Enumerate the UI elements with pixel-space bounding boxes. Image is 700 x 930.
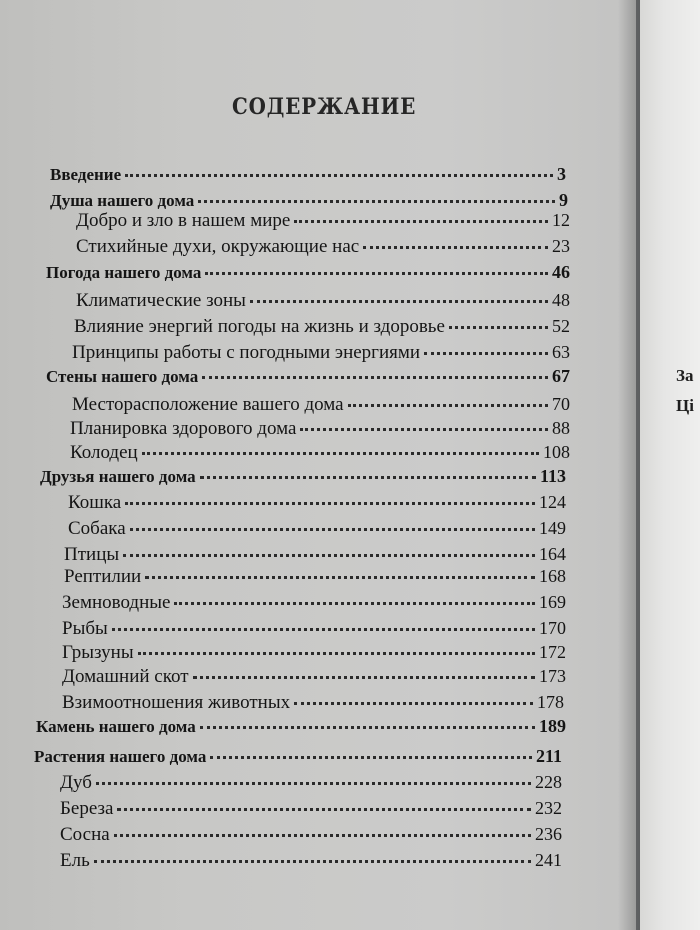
toc-entry xyxy=(68,518,566,540)
toc-entry-label: Климатические зоны xyxy=(76,290,246,311)
toc-entry xyxy=(46,262,570,283)
toc-entry xyxy=(50,164,566,185)
toc-entry-page-number: 70 xyxy=(552,394,570,414)
toc-entry xyxy=(36,716,566,737)
toc-entry-page-number: 149 xyxy=(539,518,566,538)
toc-dot-leader xyxy=(294,702,533,705)
toc-entry-page-number: 9 xyxy=(559,190,568,210)
toc-entry xyxy=(60,850,562,872)
toc-entry xyxy=(34,746,562,767)
toc-entry-page-number: 63 xyxy=(552,342,570,362)
toc-entry-label: Погода нашего дома xyxy=(46,263,202,282)
right-page xyxy=(640,0,700,930)
toc-entry-page-number: 12 xyxy=(552,210,570,230)
toc-dot-leader xyxy=(198,200,555,203)
toc-entry-page-number: 232 xyxy=(535,798,562,818)
toc-dot-leader xyxy=(294,220,548,223)
toc-dot-leader xyxy=(94,860,531,863)
toc-entry xyxy=(50,190,568,211)
toc-dot-leader xyxy=(123,554,535,557)
toc-entry xyxy=(60,772,562,794)
toc-entry-label: Принципы работы с погодными энергиями xyxy=(72,342,421,363)
toc-entry xyxy=(68,492,566,514)
toc-entry-page-number: 178 xyxy=(537,692,564,712)
toc-entry-label: Сосна xyxy=(60,824,110,845)
toc-dot-leader xyxy=(193,676,535,679)
toc-entry-label: Влияние энергий погоды на жизнь и здоровье xyxy=(74,316,445,337)
toc-dot-leader xyxy=(112,628,535,631)
toc-entry xyxy=(62,642,566,664)
toc-entry-label: Колодец xyxy=(70,442,138,463)
toc-entry-label: Друзья нашего дома xyxy=(40,467,196,486)
toc-entry-label: Введение xyxy=(50,165,122,184)
toc-dot-leader xyxy=(130,528,535,531)
toc-entry-page-number: 172 xyxy=(539,642,566,662)
toc-entry xyxy=(62,618,566,640)
toc-entry-page-number: 170 xyxy=(539,618,566,638)
toc-entry-label: Земноводные xyxy=(62,592,171,613)
toc-entry-page-number: 124 xyxy=(539,492,566,512)
toc-entry-page-number: 113 xyxy=(539,466,566,486)
toc-entry-page-number: 48 xyxy=(552,290,570,310)
toc-entry-label: Камень нашего дома xyxy=(36,717,196,736)
toc-entry-page-number: 236 xyxy=(535,824,562,844)
toc-entry xyxy=(76,236,570,258)
toc-dot-leader xyxy=(202,376,548,379)
toc-entry-label: Душа нашего дома xyxy=(50,191,195,210)
toc-entry-label: Ель xyxy=(60,850,90,871)
toc-entry xyxy=(64,566,566,588)
toc-entry-page-number: 164 xyxy=(539,544,566,564)
toc-dot-leader xyxy=(142,452,539,455)
toc-dot-leader xyxy=(96,782,531,785)
toc-entry-label: Собака xyxy=(68,518,126,539)
toc-entry xyxy=(76,290,570,312)
toc-entry-page-number: 67 xyxy=(552,366,570,386)
toc-entry xyxy=(62,692,564,714)
toc-entry xyxy=(74,316,570,338)
toc-dot-leader xyxy=(145,576,535,579)
toc-dot-leader xyxy=(200,476,536,479)
toc-entry-label: Дуб xyxy=(60,772,92,793)
toc-dot-leader xyxy=(117,808,531,811)
toc-dot-leader xyxy=(138,652,535,655)
toc-entry xyxy=(40,466,566,487)
toc-entry-page-number: 189 xyxy=(539,716,566,736)
toc-dot-leader xyxy=(125,502,535,505)
toc-entry-label: Добро и зло в нашем мире xyxy=(76,210,291,231)
toc-entry xyxy=(72,342,570,364)
toc-title: СОДЕРЖАНИЕ xyxy=(232,94,417,120)
toc-entry-label: Домашний скот xyxy=(62,666,189,687)
toc-entry-page-number: 46 xyxy=(552,262,570,282)
toc-entry-page-number: 52 xyxy=(552,316,570,336)
toc-entry xyxy=(62,666,566,688)
toc-entry xyxy=(46,366,570,387)
toc-entry-page-number: 211 xyxy=(535,746,562,766)
toc-dot-leader xyxy=(205,272,548,275)
right-page-fragment-2: Ці xyxy=(676,396,694,415)
toc-entry xyxy=(62,592,566,614)
toc-entry-page-number: 108 xyxy=(543,442,570,462)
toc-dot-leader xyxy=(174,602,535,605)
toc-entry xyxy=(72,394,570,416)
toc-entry-label: Рептилии xyxy=(64,566,142,587)
toc-dot-leader xyxy=(250,300,548,303)
right-page-fragment-1: За xyxy=(676,366,694,385)
toc-entry xyxy=(60,824,562,846)
toc-dot-leader xyxy=(125,174,553,177)
toc-entry-page-number: 168 xyxy=(539,566,566,586)
toc-entry xyxy=(70,442,570,464)
toc-entry-label: Рыбы xyxy=(62,618,108,639)
toc-dot-leader xyxy=(363,246,548,249)
toc-entry-label: Планировка здорового дома xyxy=(70,418,297,439)
toc-entry-label: Грызуны xyxy=(62,642,134,663)
toc-dot-leader xyxy=(300,428,548,431)
toc-dot-leader xyxy=(200,726,535,729)
toc-entry xyxy=(70,418,570,440)
toc-dot-leader xyxy=(348,404,548,407)
toc-dot-leader xyxy=(449,326,548,329)
toc-dot-leader xyxy=(210,756,532,759)
toc-entry-label: Птицы xyxy=(64,544,120,565)
toc-entry-page-number: 169 xyxy=(539,592,566,612)
toc-entry-label: Растения нашего дома xyxy=(34,747,207,766)
toc-entry-page-number: 241 xyxy=(535,850,562,870)
toc-entry-page-number: 88 xyxy=(552,418,570,438)
toc-entry-label: Стены нашего дома xyxy=(46,367,199,386)
toc-entry-label: Стихийные духи, окружающие нас xyxy=(76,236,360,257)
toc-entry-label: Кошка xyxy=(68,492,122,513)
toc-dot-leader xyxy=(424,352,548,355)
toc-entry-label: Месторасположение вашего дома xyxy=(72,394,344,415)
toc-entry xyxy=(76,210,570,232)
toc-entry-page-number: 3 xyxy=(557,164,566,184)
toc-entry-page-number: 173 xyxy=(539,666,566,686)
toc-entry-label: Береза xyxy=(60,798,114,819)
toc-entry-page-number: 228 xyxy=(535,772,562,792)
toc-dot-leader xyxy=(114,834,531,837)
toc-entry xyxy=(60,798,562,820)
toc-entry-page-number: 23 xyxy=(552,236,570,256)
toc-entry-label: Взимоотношения животных xyxy=(62,692,291,713)
toc-entry xyxy=(64,544,566,566)
